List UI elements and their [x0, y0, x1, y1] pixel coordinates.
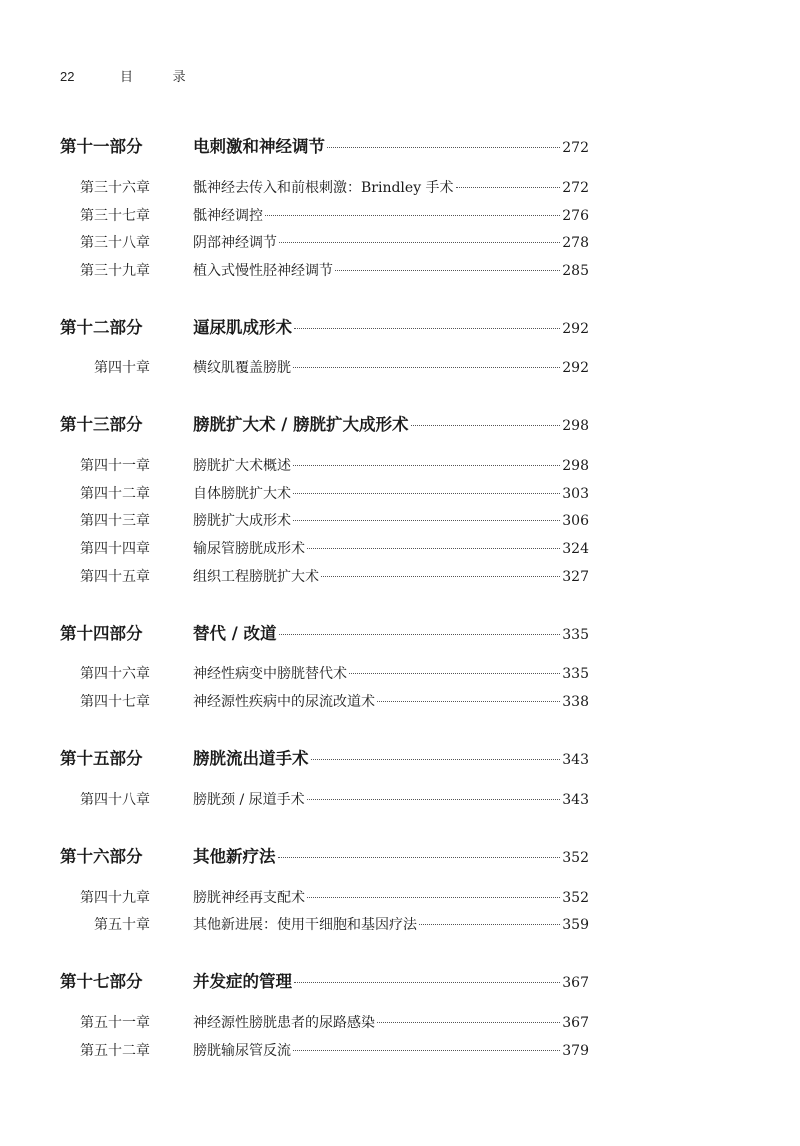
entry-title: 膀胱扩大术概述 — [193, 458, 291, 474]
dot-leader — [411, 425, 561, 426]
entry-page-number: 292 — [562, 360, 589, 376]
entry-page-number: 343 — [562, 792, 589, 808]
entry-page-number: 359 — [562, 917, 589, 933]
toc-part-entry[interactable] — [0, 314, 800, 336]
toc-chapter-entry[interactable] — [0, 510, 800, 532]
running-title: 目 录 — [120, 69, 204, 84]
toc-chapter-entry[interactable] — [0, 887, 800, 909]
toc-part-entry[interactable] — [0, 968, 800, 990]
toc-chapter-entry[interactable] — [0, 1040, 800, 1062]
entry-number: 第四十三章 — [80, 513, 150, 529]
dot-leader — [419, 924, 560, 925]
entry-title: 横纹肌覆盖膀胱 — [193, 360, 291, 376]
entry-page-number: 292 — [562, 321, 589, 337]
entry-title: 膀胱扩大术 / 膀胱扩大成形术 — [193, 415, 409, 434]
dot-leader — [311, 759, 561, 760]
entry-number: 第十四部分 — [60, 624, 143, 643]
entry-title: 组织工程膀胱扩大术 — [193, 569, 319, 585]
entry-title: 植入式慢性胫神经调节 — [193, 263, 333, 279]
entry-page-number: 276 — [562, 208, 589, 224]
toc-part-entry[interactable] — [0, 620, 800, 642]
toc-chapter-entry[interactable] — [0, 691, 800, 713]
entry-number: 第三十八章 — [80, 235, 150, 251]
dot-leader — [307, 548, 560, 549]
entry-page-number: 343 — [562, 752, 589, 768]
toc-part-entry[interactable] — [0, 411, 800, 433]
entry-number: 第五十章 — [94, 917, 150, 933]
entry-number: 第四十九章 — [80, 890, 150, 906]
dot-leader — [265, 215, 560, 216]
entry-number: 第四十一章 — [80, 458, 150, 474]
entry-number: 第十五部分 — [60, 749, 143, 768]
dot-leader — [293, 367, 560, 368]
entry-number: 第四十六章 — [80, 666, 150, 682]
toc-chapter-entry[interactable] — [0, 177, 800, 199]
entry-page-number: 303 — [562, 486, 589, 502]
entry-page-number: 379 — [562, 1043, 589, 1059]
dot-leader — [279, 634, 561, 635]
entry-title: 膀胱扩大成形术 — [193, 513, 291, 529]
running-header — [60, 66, 204, 85]
toc-chapter-entry[interactable] — [0, 232, 800, 254]
entry-number: 第十三部分 — [60, 415, 143, 434]
entry-title: 膀胱流出道手术 — [193, 749, 309, 768]
entry-number: 第十七部分 — [60, 972, 143, 991]
toc-chapter-entry[interactable] — [0, 260, 800, 282]
toc-chapter-entry[interactable] — [0, 914, 800, 936]
entry-number: 第三十七章 — [80, 208, 150, 224]
dot-leader — [307, 799, 561, 800]
entry-page-number: 272 — [562, 180, 589, 196]
dot-leader — [293, 493, 560, 494]
entry-title: 骶神经调控 — [193, 208, 263, 224]
entry-title: 替代 / 改道 — [193, 624, 277, 643]
entry-page-number: 367 — [562, 1015, 589, 1031]
entry-title: 膀胱颈 / 尿道手术 — [193, 792, 305, 808]
dot-leader — [377, 1022, 560, 1023]
entry-number: 第三十九章 — [80, 263, 150, 279]
entry-title: 神经源性疾病中的尿流改道术 — [193, 694, 375, 710]
toc-chapter-entry[interactable] — [0, 483, 800, 505]
toc-chapter-entry[interactable] — [0, 205, 800, 227]
toc-chapter-entry[interactable] — [0, 538, 800, 560]
entry-number: 第五十一章 — [80, 1015, 150, 1031]
entry-number: 第四十二章 — [80, 486, 150, 502]
entry-title: 输尿管膀胱成形术 — [193, 541, 305, 557]
entry-number: 第十一部分 — [60, 137, 143, 156]
entry-title: 阴部神经调节 — [193, 235, 277, 251]
page-number: 22 — [60, 69, 75, 84]
dot-leader — [377, 701, 560, 702]
dot-leader — [293, 465, 560, 466]
entry-title: 膀胱输尿管反流 — [193, 1043, 291, 1059]
entry-title: 骶神经去传入和前根刺激：Brindley 手术 — [193, 180, 454, 196]
toc-chapter-entry[interactable] — [0, 663, 800, 685]
entry-page-number: 272 — [562, 140, 589, 156]
entry-page-number: 306 — [562, 513, 589, 529]
entry-page-number: 298 — [562, 418, 589, 434]
dot-leader — [278, 857, 561, 858]
entry-number: 第四十七章 — [80, 694, 150, 710]
entry-number: 第十六部分 — [60, 847, 143, 866]
dot-leader — [293, 1050, 560, 1051]
toc-chapter-entry[interactable] — [0, 566, 800, 588]
toc-part-entry[interactable] — [0, 745, 800, 767]
entry-number: 第四十章 — [94, 360, 150, 376]
dot-leader — [294, 982, 560, 983]
entry-title: 膀胱神经再支配术 — [193, 890, 305, 906]
entry-title: 并发症的管理 — [193, 972, 292, 991]
dot-leader — [335, 270, 560, 271]
entry-page-number: 367 — [562, 975, 589, 991]
entry-number: 第三十六章 — [80, 180, 150, 196]
toc-part-entry[interactable] — [0, 843, 800, 865]
dot-leader — [456, 187, 561, 188]
dot-leader — [327, 147, 560, 148]
entry-number: 第四十八章 — [80, 792, 150, 808]
toc-part-entry[interactable] — [0, 133, 800, 155]
entry-title: 神经源性膀胱患者的尿路感染 — [193, 1015, 375, 1031]
dot-leader — [293, 520, 560, 521]
toc-chapter-entry[interactable] — [0, 455, 800, 477]
entry-title: 电刺激和神经调节 — [193, 137, 325, 156]
entry-number: 第五十二章 — [80, 1043, 150, 1059]
entry-page-number: 285 — [562, 263, 589, 279]
entry-page-number: 298 — [562, 458, 589, 474]
entry-page-number: 278 — [562, 235, 589, 251]
entry-page-number: 327 — [562, 569, 589, 585]
entry-title: 自体膀胱扩大术 — [193, 486, 291, 502]
toc-chapter-entry[interactable] — [0, 1012, 800, 1034]
dot-leader — [307, 897, 560, 898]
entry-page-number: 335 — [562, 627, 589, 643]
entry-number: 第十二部分 — [60, 318, 143, 337]
entry-page-number: 335 — [562, 666, 589, 682]
entry-number: 第四十五章 — [80, 569, 150, 585]
dot-leader — [294, 328, 560, 329]
entry-page-number: 352 — [562, 890, 589, 906]
entry-number: 第四十四章 — [80, 541, 150, 557]
entry-title: 其他新疗法 — [193, 847, 276, 866]
entry-title: 其他新进展：使用干细胞和基因疗法 — [193, 917, 417, 933]
dot-leader — [279, 242, 560, 243]
entry-title: 逼尿肌成形术 — [193, 318, 292, 337]
entry-page-number: 338 — [562, 694, 589, 710]
dot-leader — [349, 673, 560, 674]
toc-chapter-entry[interactable] — [0, 789, 800, 811]
entry-title: 神经性病变中膀胱替代术 — [193, 666, 347, 682]
entry-page-number: 352 — [562, 850, 589, 866]
toc-chapter-entry[interactable] — [0, 357, 800, 379]
dot-leader — [321, 576, 560, 577]
entry-page-number: 324 — [562, 541, 589, 557]
